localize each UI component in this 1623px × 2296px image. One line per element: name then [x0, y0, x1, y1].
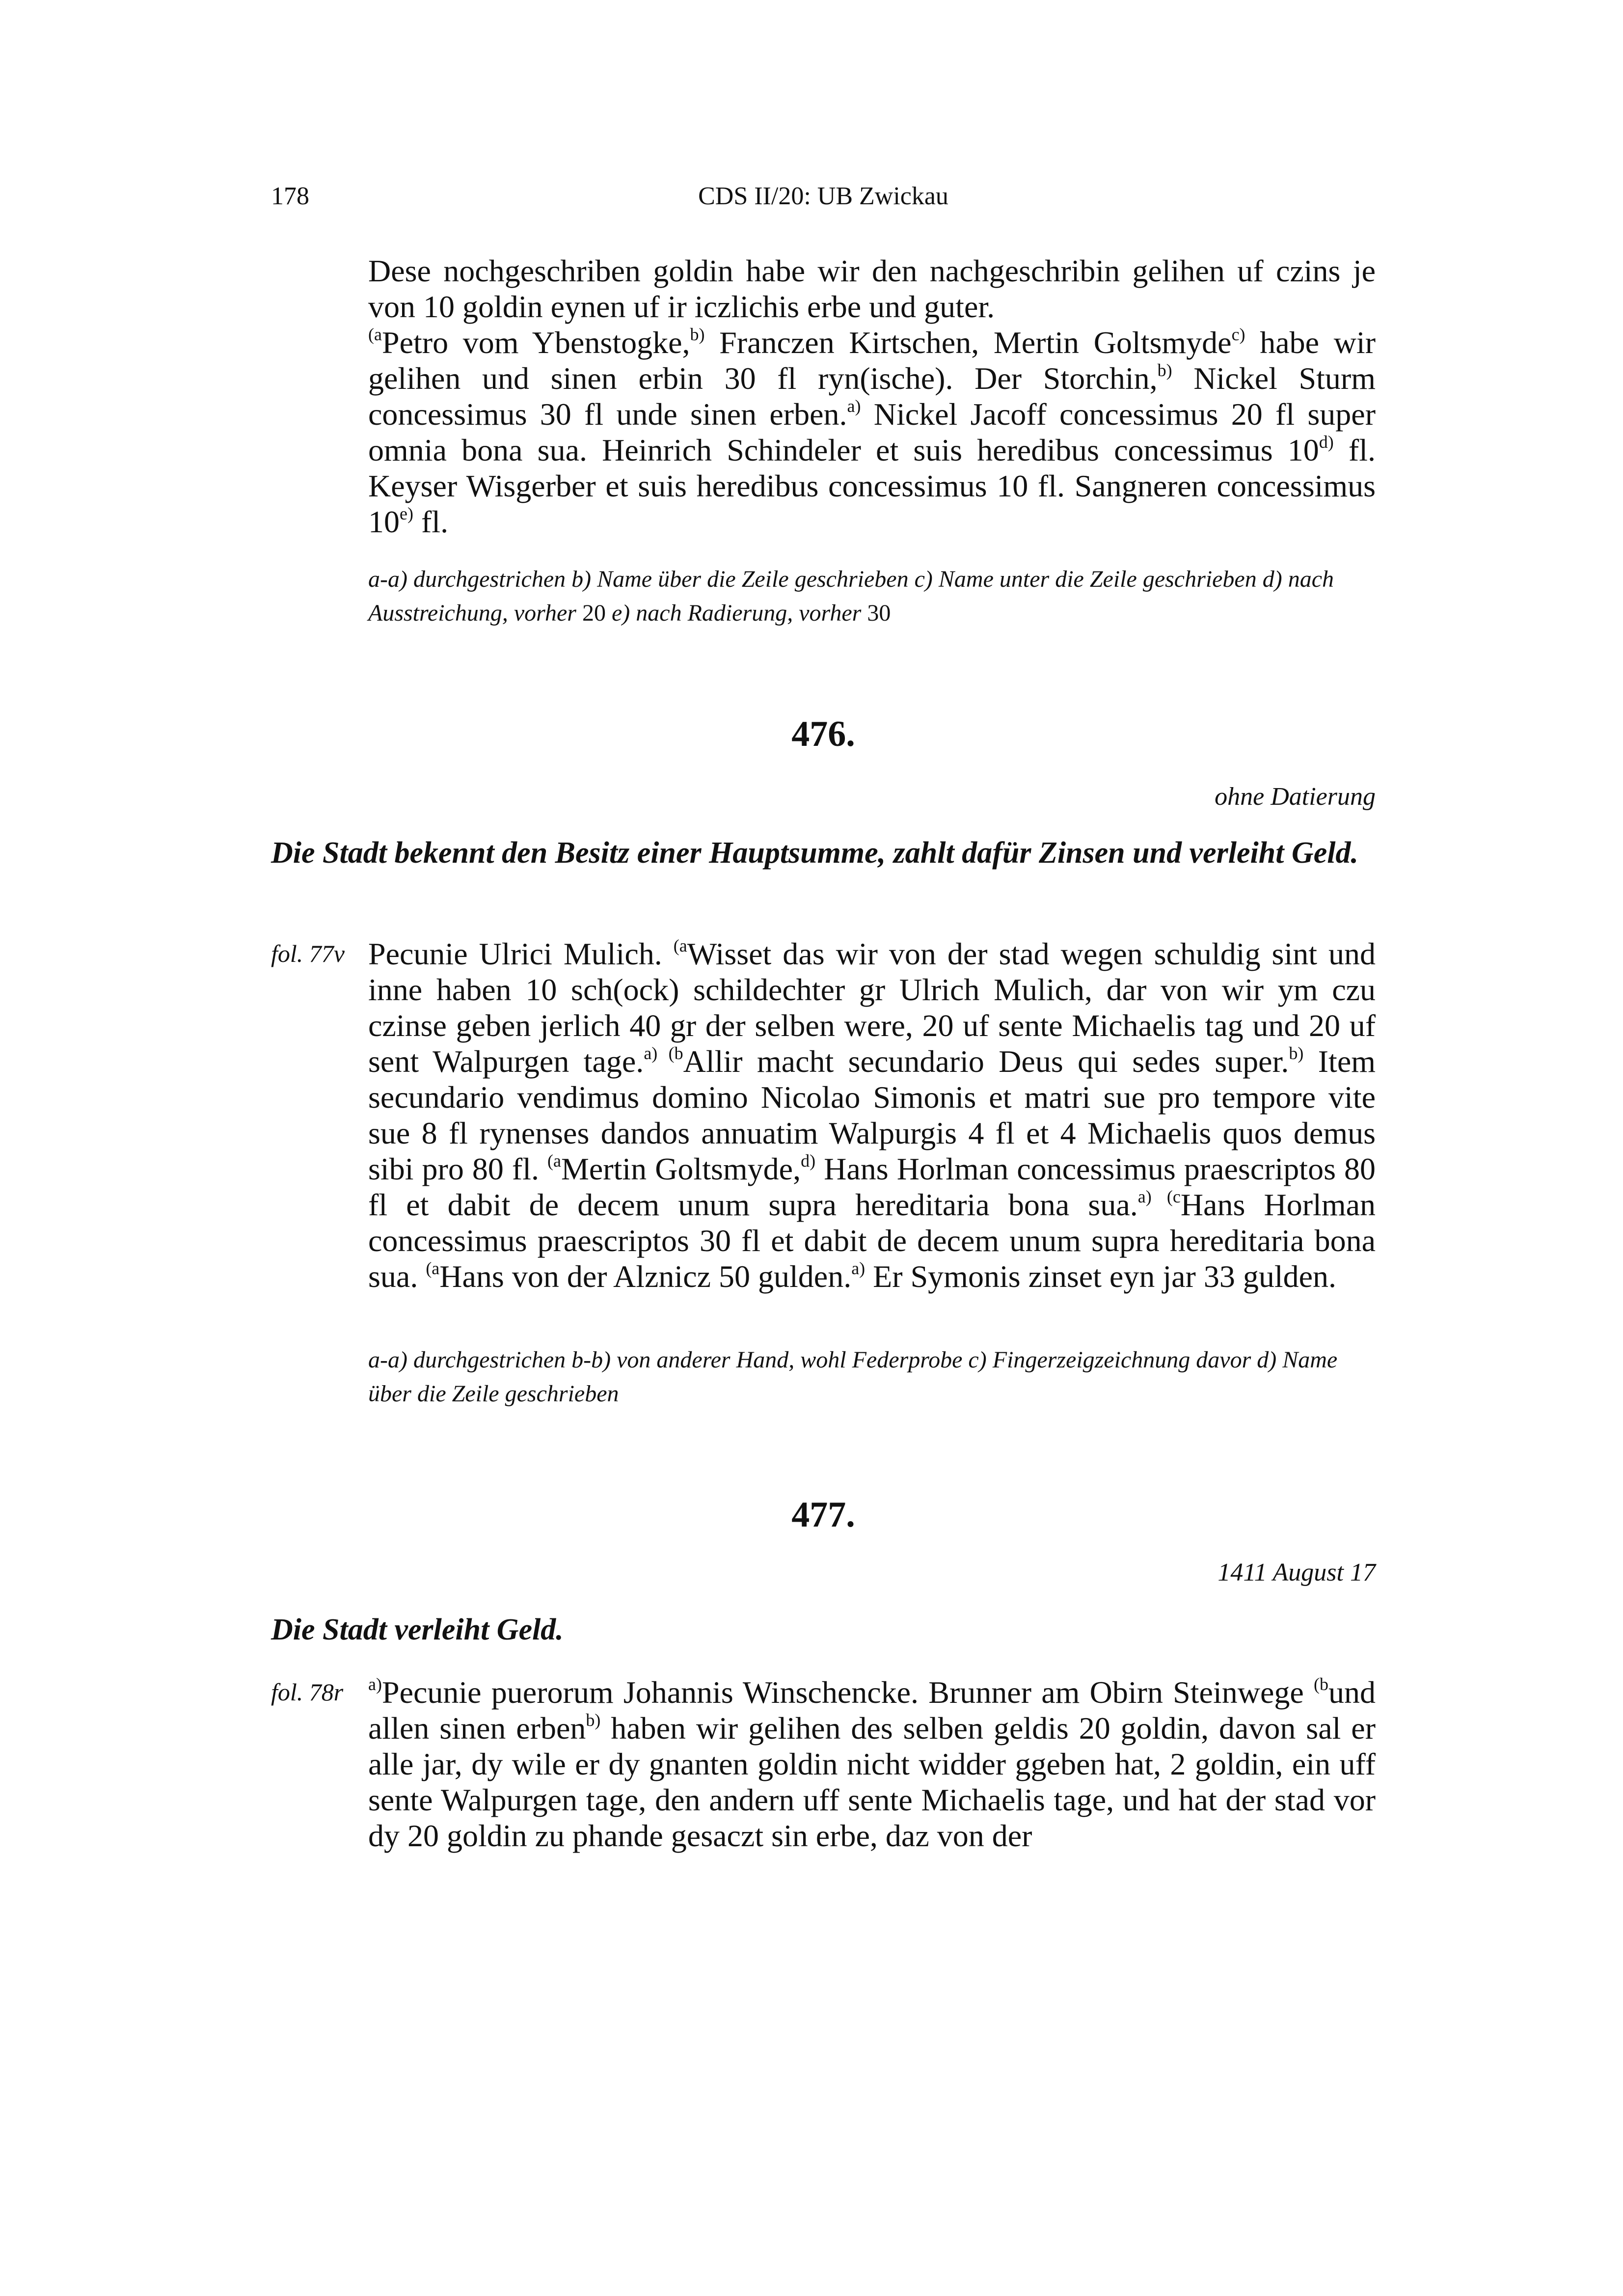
entry-477-folio: fol. 78r — [271, 1678, 344, 1706]
entry-477-text: $^{a)}$Pecunie puerorum Johannis Winschencke. Brunner am Obirn Steinwege $^{(b}$und allen sinen erben$^{b)}$ haben wir gelihen des selben geldis 20 goldin, davon sal er alle jar, dy wile er dy gnanten goldin nicht widder ggeben hat, 2 goldin, ein uff sente Walpurgen tage, den andern uff sente Michaelis tage, und hat der stad vor dy 20 goldin zu phande gesaczt sin erbe, daz von der — [368, 1674, 1376, 1853]
entry-476-footnotes: a-a) durchgestrichen b-b) von anderer Hand, wohl Federprobe c) Fingerzeigzeichnung davor d) Name über die Zeile geschrieben — [368, 1347, 1338, 1407]
running-title: CDS II/20: UB Zwickau — [698, 182, 948, 210]
entry-476-text: Pecunie Ulrici Mulich. $^{(a}$Wisset das wir von der stad wegen schuldig sint und inne haben 10 sch(ock) schildechter gr Ulrich Mulich, dar von wir ym czu czinse geben jerlich 40 gr der selben were, 20 uf sente Michaelis tag und 20 uf sent Walpurgen tage.$^{a) (b}$Allir macht secundario Deus qui sedes super.$^{b)}$ Item secundario vendimus domino Nicolao Simonis et matri sue pro tempore vite sue 8 fl rynenses dandos annuatim Walpurgis 4 fl et 4 Michaelis quos demus sibi pro 80 fl. $^{(a}$Mertin Goltsmyde,$^{d)}$ Hans Horlman concessimus praescriptos 80 fl et dabit de decem unum supra hereditaria bona sua.$^{a) (c}$Hans Horlman concessimus praescriptos 30 fl et dabit de decem unum supra hereditaria bona sua. $^{(a}$Hans von der Alznicz 50 gulden.$^{a)}$ Er Symonis zinset eyn jar 33 gulden. — [368, 936, 1376, 1294]
entry-476-date: ohne Datierung — [1215, 783, 1376, 811]
entry-477-number: 477. — [791, 1495, 855, 1535]
entry-476-number: 476. — [791, 714, 855, 754]
paragraph: $^{(a}$Petro vom Ybenstogke,$^{b)}$ Franczen Kirtschen, Mertin Goltsmyde$^{c)}$ habe wir gelihen und sinen erbin 30 fl ryn(ische). Der Storchin,$^{b)}$ Nickel Sturm concessimus 30 fl unde sinen erben.$^{a)}$ Nickel Jacoff concessimus 20 fl super omnia bona sua. Heinrich Schindeler et suis heredibus concessimus 10$^{d)}$ fl. Keyser Wisgerber et suis heredibus concessimus 10 fl. Sangneren concessimus 10$^{e)}$ fl. — [368, 325, 1376, 539]
page-number: 178 — [271, 182, 309, 210]
entry-475-footnotes: a-a) durchgestrichen b) Name über die Zeile geschrieben c) Name unter die Zeile geschrieben d) nach Ausstreichung, vorher 20 e) nach Radierung, vorher 30 — [368, 566, 1334, 626]
running-header — [271, 177, 1376, 216]
entry-475-continuation — [368, 253, 1376, 540]
entry-476-folio: fol. 77v — [271, 940, 345, 967]
paragraph: Dese nochgeschriben goldin habe wir den nachgeschribin gelihen uf czins je von 10 goldin eynen uf ir iczlichis erbe und guter. — [368, 253, 1376, 324]
entry-476-regest: Die Stadt bekennt den Besitz einer Hauptsumme, zahlt dafür Zinsen und verleiht Geld. — [271, 836, 1358, 870]
entry-477-regest: Die Stadt verleiht Geld. — [271, 1613, 564, 1646]
entry-477-date: 1411 August 17 — [1217, 1558, 1376, 1586]
